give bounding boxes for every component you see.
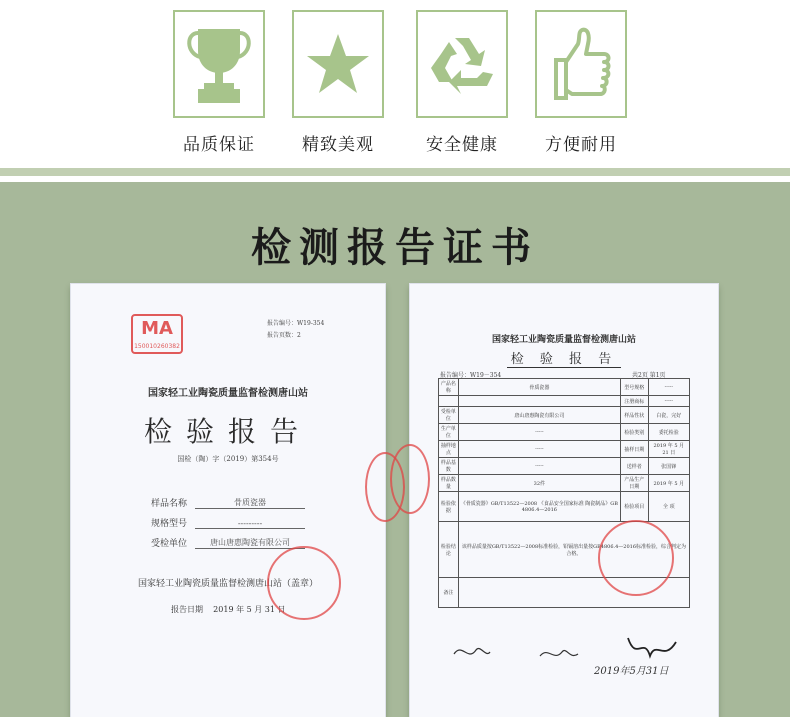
report-code-label: 报告编号： [267, 320, 298, 327]
report-code: 报告编号：W19－354 [440, 372, 502, 379]
page-count-line [267, 330, 301, 339]
signature-date: 2019年5月31日 [594, 666, 669, 677]
field-key: 样品名称 [151, 499, 188, 509]
table-cell: 32件 [458, 475, 620, 492]
table-cell: 产品名称 [439, 379, 459, 396]
feature-label-durable: 方便耐用 [545, 135, 617, 155]
field-row [151, 496, 305, 509]
report-title-text: 检 验 报 告 [507, 352, 621, 368]
table-cell: 注册商标 [620, 396, 648, 407]
feature-label-safety: 安全健康 [426, 135, 498, 155]
organization-name: 国家轻工业陶瓷质量监督检测唐山站 [491, 335, 636, 345]
conclusion-label: 检验结论 [439, 522, 459, 578]
table-cell: 2019 年 5 月 [648, 475, 689, 492]
report-code-line [267, 318, 324, 327]
table-cell: 唐山唐惠陶瓷有限公司 [458, 407, 620, 424]
ma-stamp-number: 150010260382 [134, 343, 180, 350]
ma-stamp [131, 314, 183, 354]
table-cell: 骨质瓷器 [458, 379, 620, 396]
thumbs-up-icon-box [535, 10, 627, 118]
table-row [439, 396, 690, 407]
table-cell [458, 396, 620, 407]
table-cell: 样品基数 [439, 458, 459, 475]
table-cell: 白瓷，完好 [648, 407, 689, 424]
field-key: 规格型号 [151, 519, 188, 529]
field-value: 骨质瓷器 [195, 497, 305, 509]
table-cell: 产品生产日期 [620, 475, 648, 492]
report-title: 检验报告 [143, 415, 312, 448]
table-cell: 全 项 [648, 492, 689, 522]
table-cell: 受检单位 [439, 407, 459, 424]
field-row [151, 516, 305, 529]
table-cell: 张国锋 [648, 458, 689, 475]
date-label: 报告日期 [171, 605, 203, 614]
field-value: 唐山唐惠陶瓷有限公司 [195, 537, 305, 549]
table-cell: 《骨质瓷器》GB/T13522—2008 《食品安全国家标准 陶瓷制品》GB 4806.4—2016 [458, 492, 620, 522]
table-cell: ----- [458, 458, 620, 475]
table-cell: 送样者 [620, 458, 648, 475]
report-date: 2019 年 5 月 31 日 [213, 605, 286, 614]
feature-label-quality: 品质保证 [183, 135, 255, 155]
table-cell: 检验项目 [620, 492, 648, 522]
table-row [439, 379, 690, 396]
table-cell: 抽样日期 [620, 441, 648, 458]
feature-safety [416, 10, 508, 155]
table-row [439, 441, 690, 458]
table-cell: ----- [458, 441, 620, 458]
organization-name: 国家轻工业陶瓷质量监督检测唐山站 [148, 388, 308, 399]
table-row [439, 475, 690, 492]
recycle-icon [427, 32, 497, 96]
page-info: 共2页 第1页 [632, 372, 666, 379]
star-icon [305, 31, 371, 97]
table-row [439, 492, 690, 522]
report-date-line [171, 604, 286, 615]
section-title: 检测报告证书 [251, 224, 539, 271]
trophy-icon [184, 21, 254, 107]
page-count: 2 [297, 332, 301, 339]
ma-stamp-text: MA [141, 318, 173, 339]
field-value: --------- [195, 519, 305, 529]
recycle-icon-box [416, 10, 508, 118]
report-detail-page [410, 284, 718, 717]
report-reference: 国检（陶）字（2019）第354号 [177, 455, 279, 463]
red-seal [598, 520, 674, 596]
trophy-icon-box [173, 10, 265, 118]
organization-seal-line: 国家轻工业陶瓷质量监督检测唐山站（盖章） [137, 579, 318, 589]
feature-durable [535, 10, 627, 155]
feature-quality [173, 10, 265, 155]
table-cell: 检验类别 [620, 424, 648, 441]
table-row [439, 458, 690, 475]
table-cell: ----- [648, 379, 689, 396]
thumbs-up-icon [548, 24, 614, 104]
section-divider [0, 168, 790, 176]
table-cell: 型号规格 [620, 379, 648, 396]
table-cell: 抽样地点 [439, 441, 459, 458]
certificate-section [0, 182, 790, 717]
table-row [439, 424, 690, 441]
table-cell: ----- [458, 424, 620, 441]
conclusion-text: 该样品质量按GB/T13522—2008标准检验，铅镉溶出量按GB4806.4—2016标准检验，综合判定为合格。 [458, 522, 689, 578]
table-cell: 委托检验 [648, 424, 689, 441]
table-cell [439, 396, 459, 407]
report-code: W19-354 [297, 320, 325, 327]
feature-beauty [292, 10, 384, 155]
page-count-label: 报告页数： [267, 332, 298, 339]
field-key: 受检单位 [151, 539, 188, 549]
table-cell: 生产单位 [439, 424, 459, 441]
table-row [439, 407, 690, 424]
red-seal-partial [390, 444, 430, 514]
table-cell: 样品数量 [439, 475, 459, 492]
report-cover-page [71, 284, 385, 717]
table-cell: 样品性状 [620, 407, 648, 424]
red-seal [267, 546, 341, 620]
report-title [410, 348, 718, 367]
table-cell: 2019 年 5 月 21 日 [648, 441, 689, 458]
feature-bar [0, 0, 790, 168]
table-cell: 检验依据 [439, 492, 459, 522]
star-icon-box [292, 10, 384, 118]
feature-label-beauty: 精致美观 [302, 135, 374, 155]
table-cell: ----- [648, 396, 689, 407]
remark-label: 备注 [439, 578, 459, 608]
field-row [151, 536, 305, 549]
